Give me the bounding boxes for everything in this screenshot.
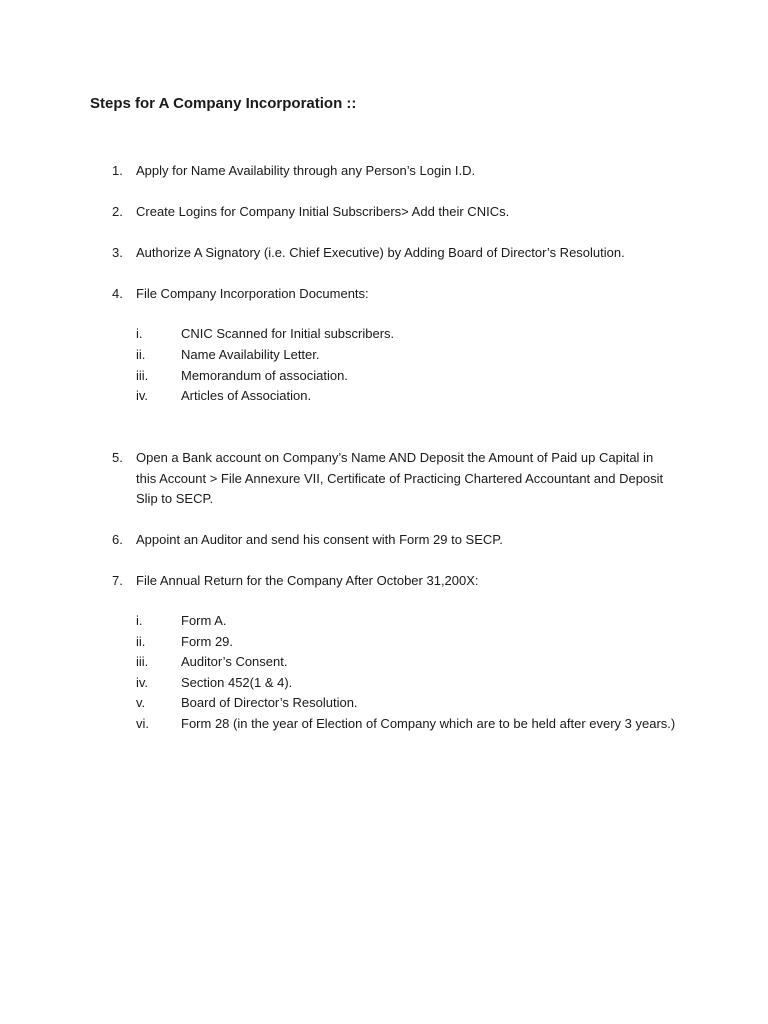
sub-item-text: Form 28 (in the year of Election of Company which are to be held after every 3 years.) bbox=[181, 716, 676, 731]
sub-item-number: ii. bbox=[136, 347, 146, 362]
step-number: 1. bbox=[112, 163, 123, 178]
sub-item-text: Name Availability Letter. bbox=[181, 347, 320, 362]
sub-item-text: Memorandum of association. bbox=[181, 368, 348, 383]
step-text: File Company Incorporation Documents: bbox=[136, 286, 369, 301]
step-number: 5. bbox=[112, 450, 123, 465]
step-text: Appoint an Auditor and send his consent with Form 29 to SECP. bbox=[136, 532, 503, 547]
step-text: Open a Bank account on Company’s Name AND Deposit the Amount of Paid up Capital in this Account > File Annexure VII, Certificate of Practicing Chartered Accountant and Deposit Slip to SECP. bbox=[136, 450, 664, 507]
sub-item-text: Auditor’s Consent. bbox=[181, 654, 288, 669]
sub-item-number: iii. bbox=[136, 654, 149, 669]
document-title: Steps for A Company Incorporation :: bbox=[90, 95, 357, 112]
sub-item-text: Form A. bbox=[181, 613, 227, 628]
sub-item-text: Articles of Association. bbox=[181, 388, 312, 403]
step-text: Authorize A Signatory (i.e. Chief Executive) by Adding Board of Director’s Resolution. bbox=[136, 245, 625, 260]
sub-item-number: iii. bbox=[136, 368, 149, 383]
step-number: 7. bbox=[112, 573, 123, 588]
sub-item-number: iv. bbox=[136, 675, 149, 690]
sub-item-text: CNIC Scanned for Initial subscribers. bbox=[181, 326, 395, 341]
step-number: 4. bbox=[112, 286, 123, 301]
sub-item-number: v. bbox=[136, 695, 146, 710]
step-text: Create Logins for Company Initial Subscribers> Add their CNICs. bbox=[136, 204, 510, 219]
step-number: 2. bbox=[112, 204, 123, 219]
step-text: Apply for Name Availability through any Person’s Login I.D. bbox=[136, 163, 476, 178]
step-text: File Annual Return for the Company After October 31,200X: bbox=[136, 573, 479, 588]
sub-item-number: vi. bbox=[136, 716, 149, 731]
sub-item-number: iv. bbox=[136, 388, 149, 403]
sub-item-number: ii. bbox=[136, 634, 146, 649]
sub-item-text: Form 29. bbox=[181, 634, 234, 649]
sub-item-text: Board of Director’s Resolution. bbox=[181, 695, 358, 710]
sub-item-number: i. bbox=[136, 613, 143, 628]
step-number: 3. bbox=[112, 245, 123, 260]
sub-item-text: Section 452(1 & 4). bbox=[181, 675, 293, 690]
step-number: 6. bbox=[112, 532, 123, 547]
sub-item-number: i. bbox=[136, 326, 143, 341]
